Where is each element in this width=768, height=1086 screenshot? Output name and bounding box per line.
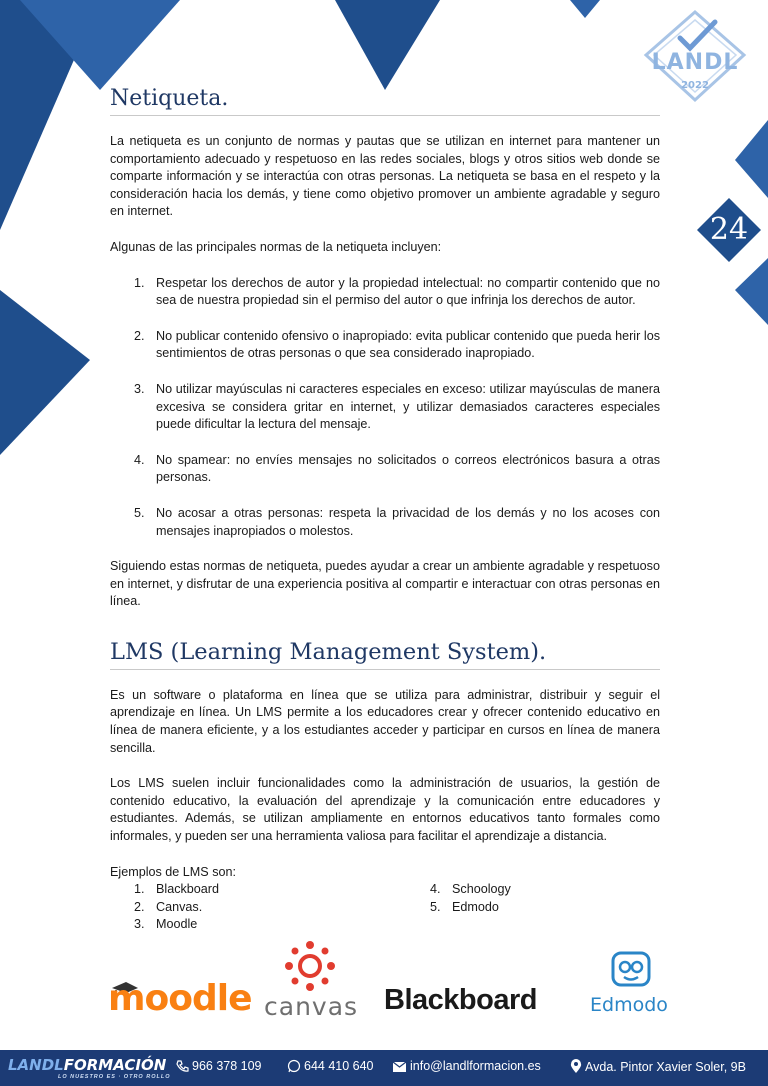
netiquette-rules bbox=[110, 275, 660, 541]
edmodo-logo: Edmodo bbox=[590, 994, 668, 1016]
list-item: 1. Blackboard bbox=[134, 882, 220, 897]
blackboard-logo: Blackboard bbox=[384, 984, 537, 1016]
moodle-logo: moodle bbox=[108, 978, 252, 1019]
list-item: 4. No spamear: no envíes mensajes no solicitados o correos electrónicos basura a otras personas. bbox=[134, 452, 660, 485]
netiquette-intro: La netiqueta es un conjunto de normas y pautas que se utilizan en internet para mantener un comportamiento adecuado y respetuoso en las redes sociales, blogs y otros sitios web donde se comparte información y se interactúa con otras personas. La netiqueta se basa en el respeto y la consideración hacia los demás, y tiene como objetivo promover un ambiente agradable y seguro en internet. bbox=[110, 134, 660, 219]
page-number: 24 bbox=[709, 212, 749, 247]
footer-phone[interactable]: 966 378 109 bbox=[175, 1059, 262, 1073]
mail-icon bbox=[392, 1061, 407, 1073]
location-pin-icon bbox=[570, 1059, 582, 1074]
netiquette-heading: Netiqueta. bbox=[110, 86, 660, 116]
badge-year: 2022 bbox=[681, 80, 709, 91]
list-item: 2. Canvas. bbox=[134, 899, 203, 914]
list-item: 4. Schoology bbox=[430, 882, 511, 897]
list-item: 2. No publicar contenido ofensivo o inapropiado: evita publicar contenido que pueda herir los sentimientos de otras personas o que sea considerado inapropiado. bbox=[134, 328, 660, 361]
whatsapp-icon bbox=[287, 1059, 301, 1073]
examples-right-column bbox=[406, 881, 511, 916]
examples-left-column bbox=[110, 881, 219, 934]
canvas-logo: canvas bbox=[264, 992, 359, 1021]
lms-paragraph-1: Es un software o plataforma en línea que se utiliza para administrar, distribuir y seguir el aprendizaje en línea. Un LMS permite a los educadores crear y ofrecer contenido educativo en línea de manera eficiente, y a los estudiantes acceder y participar en cursos en línea de manera sencilla. bbox=[110, 687, 660, 755]
lms-examples bbox=[110, 881, 660, 945]
lms-heading: LMS (Learning Management System). bbox=[110, 639, 660, 670]
lms-examples-lead: Ejemplos de LMS son: bbox=[110, 864, 236, 879]
list-item: 5. Edmodo bbox=[430, 899, 499, 914]
footer-email[interactable]: info@landlformacion.es bbox=[392, 1059, 541, 1073]
footer-bar bbox=[0, 1050, 768, 1086]
footer-tagline: LO NUESTRO ES · OTRO ROLLO bbox=[58, 1074, 171, 1080]
list-item: 1. Respetar los derechos de autor y la propiedad intelectual: no compartir contenido que no sea de nuestra propiedad sin el permiso del autor o que infrinja los derechos de autor. bbox=[134, 275, 660, 308]
footer-brand: LANDLFORMACIÓN bbox=[8, 1056, 167, 1074]
phone-icon bbox=[175, 1059, 189, 1073]
list-item: 5. No acosar a otras personas: respeta la privacidad de los demás y no los acoses con mensajes inapropiados o molestos. bbox=[134, 505, 660, 538]
lms-logos bbox=[108, 940, 678, 1030]
netiquette-closing: Siguiendo estas normas de netiqueta, puedes ayudar a crear un ambiente agradable y respetuoso en internet, y disfrutar de una experiencia positiva al compartir e interactuar con otras personas en línea. bbox=[110, 559, 660, 609]
edmodo-face-icon bbox=[610, 950, 652, 992]
footer-whatsapp[interactable]: 644 410 640 bbox=[287, 1059, 374, 1073]
canvas-logo-icon bbox=[284, 940, 336, 992]
list-item: 3. Moodle bbox=[134, 917, 198, 932]
footer-address[interactable]: Avda. Pintor Xavier Soler, 9B bbox=[570, 1059, 746, 1074]
badge-title: LANDL bbox=[651, 50, 739, 75]
list-item: 3. No utilizar mayúsculas ni caracteres especiales en exceso: utilizar mayúsculas de manera excesiva se considera gritar en internet, y utilizar demasiados caracteres especiales puede dificultar la lectura del mensaje. bbox=[134, 381, 660, 432]
netiquette-lead: Algunas de las principales normas de la netiqueta incluyen: bbox=[110, 239, 442, 254]
lms-paragraph-2: Los LMS suelen incluir funcionalidades como la administración de usuarios, la gestión de contenido educativo, la evaluación del aprendizaje y la comunicación entre educadores y estudiantes. Además, se utilizan ampliamente en entornos educativos tanto formales como informales, y pueden ser una herramienta valiosa para facilitar el aprendizaje a distancia. bbox=[110, 776, 660, 844]
page-content bbox=[110, 86, 660, 945]
